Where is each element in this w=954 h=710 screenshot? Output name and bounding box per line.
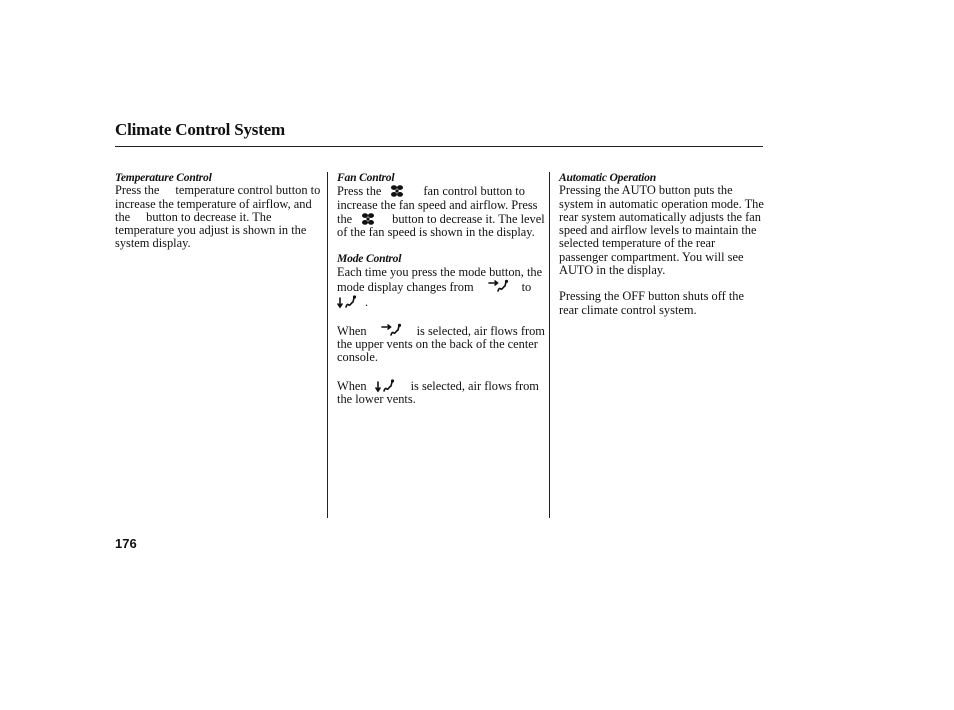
title-rule <box>115 146 763 147</box>
mode-text-2b: is selected, air flows from the upper vents on the back of the center console. <box>337 323 545 365</box>
page-number: 176 <box>115 536 137 551</box>
mode-text-2 <box>337 323 545 365</box>
auto-heading: Automatic Operation <box>559 171 657 184</box>
mode-text-1a: Each time you press the mode button, the mode display changes from <box>337 264 543 295</box>
mode-text-2a: When <box>337 323 367 338</box>
temperature-section <box>115 171 327 251</box>
mode-text-1c: . <box>365 295 369 310</box>
fan-text-3: button to decrease it. The level of the fan speed is shown in the display. <box>337 211 545 240</box>
mode-text-3b: is selected, air flows from the lower vents. <box>337 378 539 406</box>
lower-vent-mode-icon-2 <box>375 378 397 393</box>
temperature-heading: Temperature Control <box>115 171 212 184</box>
page-title: Climate Control System <box>115 120 285 139</box>
fan-text <box>337 184 545 239</box>
fan-text-2: fan control button to increase the fan speed and airflow. Press the <box>337 184 538 226</box>
auto-text-2: Pressing the OFF button shuts off the rear climate control system. <box>559 289 744 317</box>
temperature-text <box>115 184 327 250</box>
column-divider-2 <box>549 172 550 518</box>
fan-mode-section <box>337 171 545 406</box>
auto-section <box>559 171 765 317</box>
mode-text-1 <box>337 266 545 310</box>
fan-icon <box>389 184 405 198</box>
fan-icon-small <box>360 212 376 226</box>
upper-vent-mode-icon <box>488 279 510 294</box>
mode-text-1b: to <box>521 280 532 295</box>
column-divider-1 <box>327 172 328 518</box>
fan-text-1: Press the <box>337 184 382 199</box>
fan-heading: Fan Control <box>337 171 395 184</box>
temperature-text-2: temperature control button to increase the temperature of airflow, and the <box>115 183 321 224</box>
lower-vent-mode-icon <box>337 294 359 309</box>
mode-text-3 <box>337 378 545 407</box>
auto-text-1: Pressing the AUTO button puts the system in automatic operation mode. The rear system automatically adjusts the fan speed and airflow levels to maintain the selected temperature of the rear passenger compartment. You will see AUTO in the display. <box>559 183 764 278</box>
upper-vent-mode-icon-2 <box>381 323 403 338</box>
mode-heading: Mode Control <box>337 252 402 266</box>
temperature-text-3: button to decrease it. The temperature you adjust is shown in the system display. <box>115 209 307 251</box>
temperature-text-1: Press the <box>115 183 160 198</box>
mode-text-3a: When <box>337 378 367 393</box>
